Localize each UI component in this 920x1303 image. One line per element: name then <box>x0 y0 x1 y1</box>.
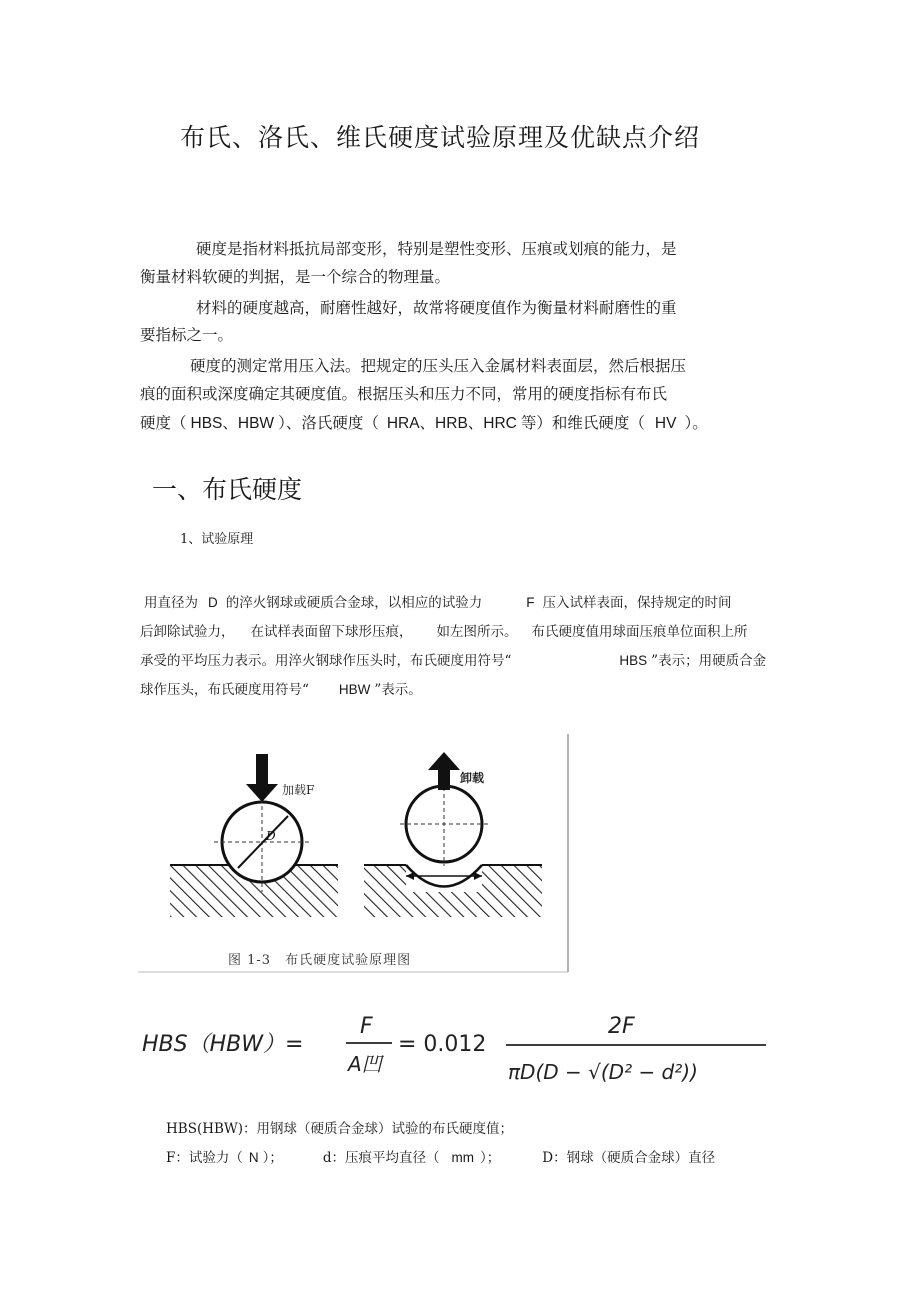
text-code: HRA、HRB、HRC <box>386 415 517 432</box>
formula-eq2: = 0.012 <box>398 1032 487 1057</box>
text-segment: ）； <box>480 1150 501 1166</box>
intro-p1-line2: 衡量材料软硬的判据，是一个综合的物理量。 <box>140 268 451 286</box>
formula-den2: πD(D − √(D² − d²)) <box>508 1060 698 1084</box>
text-segment: F：试验力（ <box>166 1150 243 1166</box>
section1-line4 <box>140 678 422 698</box>
intro-p2-line2: 要指标之一。 <box>140 326 234 344</box>
text-segment: D：钢球（硬质合金球）直径 <box>542 1150 716 1166</box>
unload-arrow-shaft <box>438 768 450 790</box>
text-segment: ）。 <box>684 414 708 432</box>
text-segment: 后卸除试验力， <box>140 624 235 640</box>
text-segment: ）、洛氏硬度（ <box>278 414 379 432</box>
text-code: F <box>526 595 535 610</box>
brinell-diagram <box>138 732 572 974</box>
text-segment: 等）和维氏硬度（ <box>520 414 645 432</box>
intro-p2-line1: 材料的硬度越高，耐磨性越好，故常将硬度值作为衡量材料耐磨性的重 <box>196 299 677 317</box>
unload-label: 卸载 <box>460 771 485 785</box>
text-segment: ”表示；用硬质合金 <box>651 653 767 669</box>
text-segment: 球作压头，布氏硬度用符号“ <box>140 682 309 698</box>
formula-num1: F <box>360 1014 373 1039</box>
brinell-formula <box>140 1005 780 1095</box>
text-segment: 如左图所示。 <box>436 624 518 640</box>
section1-line2 <box>140 620 748 640</box>
formula-den1: A凹 <box>348 1052 382 1076</box>
text-segment: ”表示。 <box>374 682 422 698</box>
intro-p3-line1: 硬度的测定常用压入法。把规定的压头压入金属材料表面层，然后根据压 <box>190 357 687 375</box>
formula-num2: 2F <box>608 1014 635 1039</box>
text-code: mm <box>451 1150 475 1165</box>
text-code: D <box>208 595 218 610</box>
text-segment: 布氏硬度值用球面压痕单位面积上所 <box>531 624 748 640</box>
def-line2 <box>166 1146 715 1166</box>
svg-text:D: D <box>266 829 276 843</box>
intro-p1-line1: 硬度是指材料抵抗局部变形，特别是塑性变形、压痕或划痕的能力，是 <box>196 240 677 258</box>
text-code: HBS、HBW <box>190 415 275 432</box>
text-segment: 压入试样表面，保持规定的时间 <box>542 595 732 611</box>
document-title: 布氏、洛氏、维氏硬度试验原理及优缺点介绍 <box>180 123 701 152</box>
subsection-heading: 1、试验原理 <box>180 532 254 547</box>
text-segment: 硬度（ <box>140 414 187 432</box>
text-segment: d：压痕平均直径（ <box>322 1150 440 1166</box>
text-code: HBW <box>338 682 371 697</box>
figure-caption: 图 1-3 布氏硬度试验原理图 <box>228 953 412 968</box>
formula-lhs: HBS（HBW）= <box>142 1032 304 1057</box>
section-heading: 一、布氏硬度 <box>152 475 303 504</box>
text-segment: 用直径为 <box>144 595 198 611</box>
section1-line3 <box>140 649 766 669</box>
text-code: N <box>248 1150 259 1165</box>
text-code: HBS <box>619 653 648 668</box>
text-code: HV <box>654 415 677 432</box>
load-arrow-shaft <box>256 754 268 786</box>
def-line1: HBS(HBW)：用钢球（硬质合金球）试验的布氏硬度值； <box>166 1121 514 1137</box>
intro-p3-line3 <box>140 414 708 433</box>
text-segment: 承受的平均压力表示。用淬火钢球作压头时，布氏硬度用符号“ <box>140 653 512 669</box>
text-segment: 的淬火钢球或硬质合金球，以相应的试验力 <box>225 595 483 611</box>
text-segment: ）； <box>262 1150 283 1166</box>
load-label: 加载F <box>282 783 315 797</box>
text-segment: 在试样表面留下球形压痕， <box>250 624 413 640</box>
section1-line1 <box>144 591 732 611</box>
intro-p3-line2: 痕的面积或深度确定其硬度值。根据压头和压力不同，常用的硬度指标有布氏 <box>140 385 668 403</box>
